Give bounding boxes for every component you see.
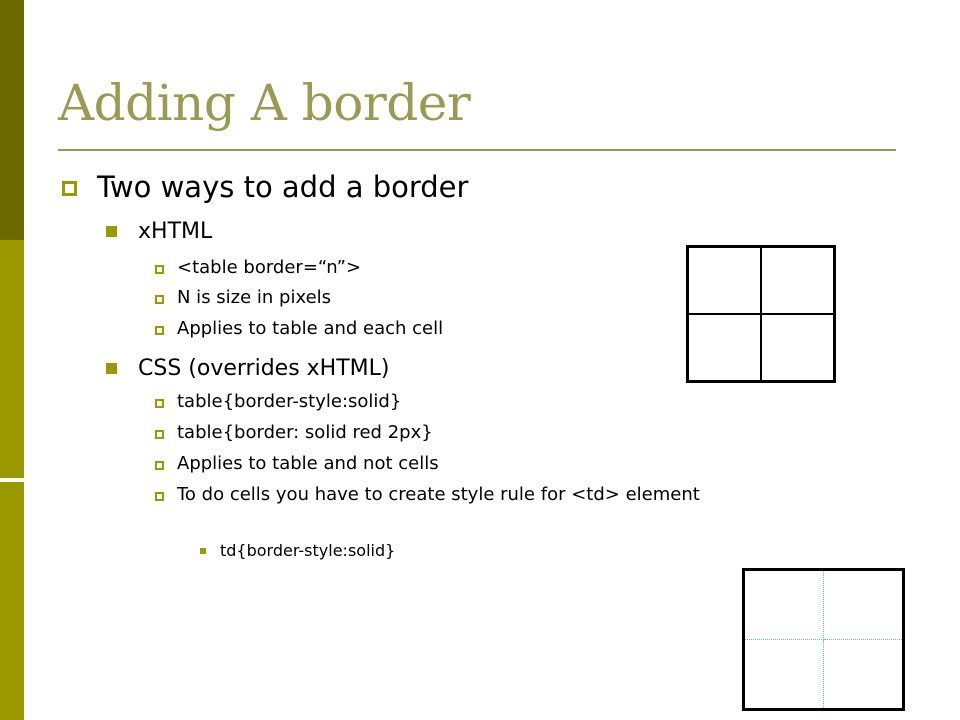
bullet-text: table{border-style:solid} <box>177 391 402 412</box>
filled-square-bullet-icon <box>200 548 206 554</box>
bullet-text: td{border-style:solid} <box>220 541 396 560</box>
hollow-square-bullet-icon <box>62 181 77 196</box>
bullet-xhtml-1 <box>155 257 361 279</box>
bullet-xhtml-3 <box>155 318 443 340</box>
example-table-outer-border-only <box>742 568 905 711</box>
hollow-square-bullet-icon <box>155 461 164 470</box>
table-cell <box>744 640 824 710</box>
bullet-text: Two ways to add a border <box>97 170 469 204</box>
bullet-css-1 <box>155 391 401 413</box>
bullet-text: <table border=“n”> <box>177 257 362 278</box>
bullet-text: CSS (overrides xHTML) <box>138 356 390 381</box>
bullet-css-2 <box>155 422 433 444</box>
table-cell <box>824 570 904 640</box>
sidebar-accent-top <box>0 0 24 240</box>
bullet-two-ways <box>62 170 468 204</box>
slide-title: Adding A border <box>58 74 471 132</box>
hollow-square-bullet-icon <box>155 399 164 408</box>
bullet-text: xHTML <box>138 219 213 244</box>
bullet-css-4 <box>155 484 835 506</box>
table-cell <box>761 314 835 382</box>
bullet-css-3 <box>155 453 439 475</box>
bullet-text: table{border: solid red 2px} <box>177 422 433 443</box>
bullet-text: Applies to table and not cells <box>177 453 439 474</box>
filled-square-bullet-icon <box>106 363 117 374</box>
bullet-text: N is size in pixels <box>177 287 332 308</box>
bullet-xhtml-2 <box>155 287 331 309</box>
bullet-css-4-1 <box>200 541 395 561</box>
sidebar-accent-bottom <box>0 480 24 720</box>
table-cell <box>761 247 835 315</box>
table-cell <box>688 247 762 315</box>
bullet-text: To do cells you have to create style rule for <td> element <box>177 484 700 505</box>
hollow-square-bullet-icon <box>155 492 164 501</box>
filled-square-bullet-icon <box>106 226 117 237</box>
table-cell <box>688 314 762 382</box>
hollow-square-bullet-icon <box>155 295 164 304</box>
title-underline <box>58 149 896 151</box>
hollow-square-bullet-icon <box>155 430 164 439</box>
hollow-square-bullet-icon <box>155 265 164 274</box>
bullet-xhtml <box>106 218 212 245</box>
hollow-square-bullet-icon <box>155 326 164 335</box>
example-table-solid-border <box>686 245 836 383</box>
sidebar-accent-middle <box>0 240 24 480</box>
bullet-css <box>106 355 389 382</box>
sidebar-accent-divider <box>0 478 24 482</box>
bullet-text: Applies to table and each cell <box>177 318 444 339</box>
table-cell <box>744 570 824 640</box>
table-cell <box>824 640 904 710</box>
